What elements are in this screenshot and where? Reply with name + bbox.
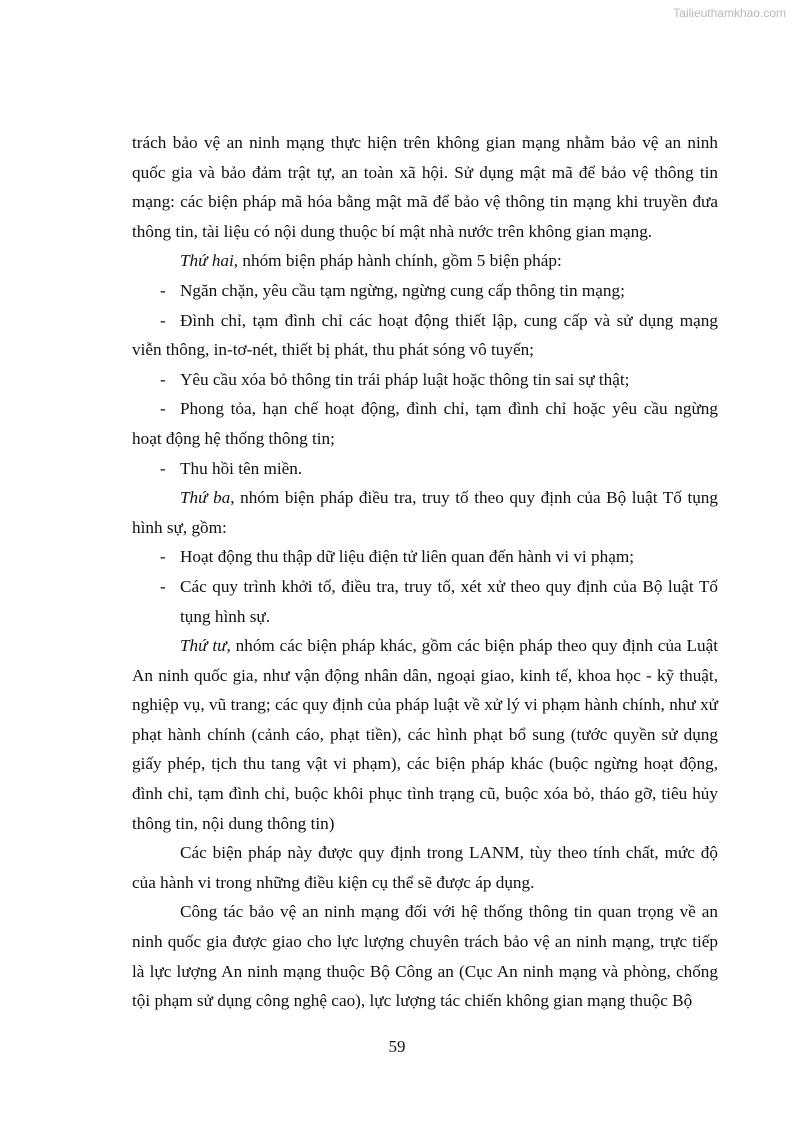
document-body: [132, 128, 718, 1016]
list-item-text: Phong tỏa, hạn chế hoạt động, đình chỉ, tạm đình chỉ hoặc yêu cầu ngừng hoạt động hệ thống thông tin;: [132, 399, 718, 448]
paragraph-application: Các biện pháp này được quy định trong LANM, tùy theo tính chất, mức độ của hành vi trong những điều kiện cụ thể sẽ được áp dụng.: [132, 843, 718, 892]
list-item: - Phong tỏa, hạn chế hoạt động, đình chỉ, tạm đình chỉ hoặc yêu cầu ngừng hoạt động hệ thống thông tin;: [132, 399, 718, 448]
fourth-rest: , nhóm các biện pháp khác, gồm các biện pháp theo quy định của Luật An ninh quốc gia, như vận động nhân dân, ngoại giao, kinh tế, khoa học - kỹ thuật, nghiệp vụ, vũ trang; các quy định của pháp luật về xử lý vi phạm hành chính, như xử phạt hành chính (cảnh cáo, phạt tiền), các hình phạt bổ sung (tước quyền sử dụng giấy phép, tịch thu tang vật vi phạm), các biện pháp khác (buộc ngừng hoạt động, đình chỉ, tạm đình chỉ, buộc khôi phục tình trạng cũ, buộc xóa bỏ, tháo gỡ, tiêu hủy thông tin, nội dung thông tin): [132, 636, 718, 833]
list-item-text: Các quy trình khởi tố, điều tra, truy tố, xét xử theo quy định của Bộ luật Tố tụng hình sự.: [180, 576, 718, 626]
list-item: - Hoạt động thu thập dữ liệu điện tử liên quan đến hành vi vi phạm;: [160, 547, 634, 567]
third-rest: , nhóm biện pháp điều tra, truy tố theo quy định của Bộ luật Tố tụng hình sự, gồm:: [132, 488, 718, 537]
page-number: 59: [388, 1037, 406, 1056]
list-item-text: Yêu cầu xóa bỏ thông tin trái pháp luật hoặc thông tin sai sự thật;: [180, 369, 630, 389]
list-item: - Yêu cầu xóa bỏ thông tin trái pháp luật hoặc thông tin sai sự thật;: [160, 369, 630, 389]
third-lead: Thứ ba: [180, 488, 231, 508]
second-rest: , nhóm biện pháp hành chính, gồm 5 biện pháp:: [233, 251, 562, 271]
list-item: - Các quy trình khởi tố, điều tra, truy tố, xét xử theo quy định của Bộ luật Tố tụng hình sự.: [160, 576, 718, 626]
paragraph-intro: trách bảo vệ an ninh mạng thực hiện trên không gian mạng nhằm bảo vệ an ninh quốc gia và bảo đảm trật tự, an toàn xã hội. Sử dụng mật mã để bảo vệ thông tin mạng: các biện pháp mã hóa bằng mật mã để bảo vệ thông tin mạng khi truyền đưa thông tin, tài liệu có nội dung thuộc bí mật nhà nước trên không gian mạng.: [132, 133, 718, 241]
fourth-lead: Thứ tư: [180, 636, 227, 656]
second-lead: Thứ hai: [180, 251, 234, 271]
list-item-text: Thu hồi tên miền.: [180, 458, 303, 478]
list-item-text: Hoạt động thu thập dữ liệu điện tử liên quan đến hành vi vi phạm;: [180, 547, 634, 567]
paragraph-third-group: [132, 483, 718, 542]
list-item-text: Đình chỉ, tạm đình chỉ các hoạt động thiết lập, cung cấp và sử dụng mạng viễn thông, in-tơ-nét, thiết bị phát, thu phát sóng vô tuyến;: [132, 310, 718, 360]
list-item: - Ngăn chặn, yêu cầu tạm ngừng, ngừng cung cấp thông tin mạng;: [160, 280, 625, 300]
paragraph-fourth-group: [132, 631, 718, 838]
list-item-text: Ngăn chặn, yêu cầu tạm ngừng, ngừng cung cấp thông tin mạng;: [180, 280, 625, 300]
list-item: - Đình chỉ, tạm đình chỉ các hoạt động thiết lập, cung cấp và sử dụng mạng viễn thông, in-tơ-nét, thiết bị phát, thu phát sóng vô tuyến;: [132, 310, 718, 360]
paragraph-protection: Công tác bảo vệ an ninh mạng đối với hệ thống thông tin quan trọng về an ninh quốc gia được giao cho lực lượng chuyên trách bảo vệ an ninh mạng, trực tiếp là lực lượng An ninh mạng thuộc Bộ Công an (Cục An ninh mạng và phòng, chống tội phạm sử dụng công nghệ cao), lực lượng tác chiến không gian mạng thuộc Bộ: [132, 902, 718, 1011]
list-item: - Thu hồi tên miền.: [160, 458, 303, 478]
paragraph-second-group: [132, 246, 718, 276]
watermark: Tailieuthamkhao.com: [673, 6, 786, 20]
